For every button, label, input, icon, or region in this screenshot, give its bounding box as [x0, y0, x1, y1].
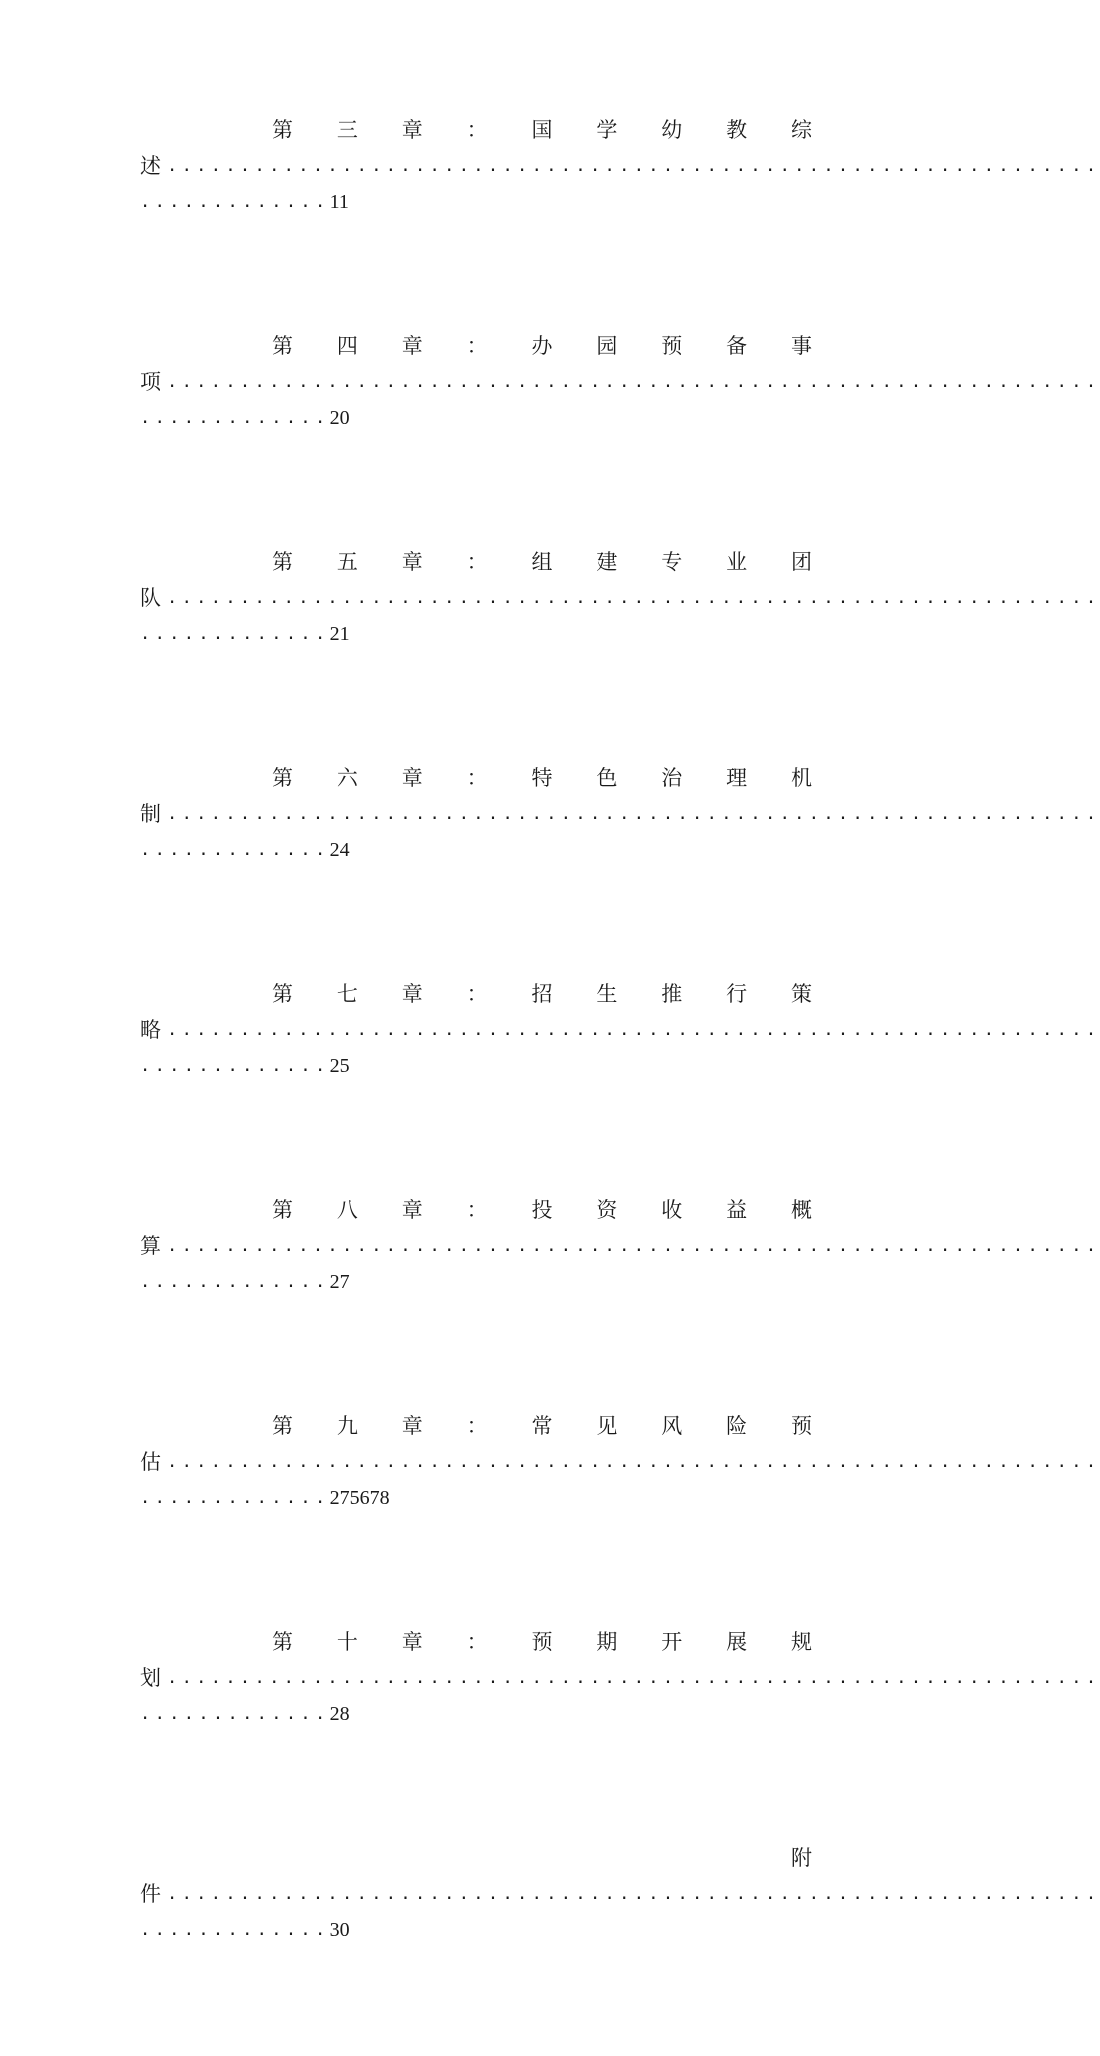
toc-entry-title	[272, 112, 812, 148]
toc-page-line	[140, 1912, 812, 1948]
toc-title-char: 团	[791, 550, 812, 574]
toc-dot-leader: ................................................................	[167, 156, 1100, 176]
toc-entry-title	[272, 328, 812, 364]
toc-title-char: 章	[401, 118, 423, 142]
toc-title-char: 六	[336, 766, 358, 790]
toc-title-char: 五	[336, 550, 358, 574]
toc-dot-leader-line	[140, 580, 1100, 616]
toc-title-char: 章	[401, 1414, 423, 1438]
toc-title-char: 险	[726, 1414, 748, 1438]
toc-title-last-char: 述	[140, 154, 161, 178]
toc-entry	[140, 760, 1100, 976]
toc-title-char: 业	[726, 550, 748, 574]
toc-title-last-char: 制	[140, 802, 161, 826]
toc-title-char: 规	[791, 1630, 812, 1654]
toc-dot-leader: ................................................................	[167, 804, 1100, 824]
toc-title-char: 建	[596, 550, 618, 574]
toc-title-last-char: 划	[140, 1666, 161, 1690]
toc-title-char: 第	[272, 982, 293, 1006]
toc-title-char: 风	[661, 1414, 683, 1438]
toc-title-char: ：	[466, 118, 488, 142]
toc-title-char: 幼	[661, 118, 683, 142]
toc-dot-leader-line	[140, 364, 1100, 400]
toc-page-line	[140, 184, 812, 220]
toc-title-char: 预	[531, 1630, 553, 1654]
toc-title-char: 备	[726, 334, 748, 358]
toc-title-char: 专	[661, 550, 683, 574]
toc-page-line	[140, 400, 812, 436]
toc-page-number: 27	[329, 1271, 350, 1293]
toc-dot-leader: .............	[140, 1704, 330, 1724]
toc-title-char: 第	[272, 1198, 293, 1222]
toc-page-line	[140, 1264, 812, 1300]
toc-title-char: 组	[531, 550, 553, 574]
toc-page-number: 11	[329, 191, 349, 213]
toc-title-char: ：	[466, 766, 488, 790]
toc-title-char: 第	[272, 334, 293, 358]
toc-title-char: 预	[661, 334, 683, 358]
toc-dot-leader: .............	[140, 1920, 330, 1940]
toc-title-char: 投	[531, 1198, 553, 1222]
toc-page-number: 20	[329, 407, 350, 429]
toc-dot-leader: .............	[140, 1272, 330, 1292]
toc-dot-leader: ................................................................	[167, 1020, 1100, 1040]
toc-title-char: 益	[726, 1198, 748, 1222]
toc-title-char: 预	[791, 1414, 812, 1438]
toc-title-char: 第	[272, 550, 293, 574]
toc-title-char: 收	[661, 1198, 683, 1222]
toc-title-char: 学	[596, 118, 618, 142]
toc-title-char: 策	[791, 982, 812, 1006]
toc-entry-title	[272, 976, 812, 1012]
toc-title-char: 特	[531, 766, 553, 790]
toc-title-char: ：	[466, 982, 488, 1006]
toc-dot-leader-line	[140, 148, 1100, 184]
toc-title-char: 十	[336, 1630, 358, 1654]
toc-dot-leader: .............	[140, 840, 330, 860]
toc-page-line	[140, 1696, 812, 1732]
toc-title-char: 机	[791, 766, 812, 790]
toc-title-char: 行	[726, 982, 748, 1006]
toc-title-char: 四	[336, 334, 358, 358]
toc-title-char: 推	[661, 982, 683, 1006]
toc-title-char: ：	[466, 1414, 488, 1438]
toc-entry	[140, 1624, 1100, 1840]
toc-title-char: 七	[336, 982, 358, 1006]
toc-page-number: 275678	[329, 1487, 390, 1509]
toc-entry-appendix	[140, 1840, 1100, 2056]
toc-page-line	[140, 1048, 812, 1084]
toc-title-char: 第	[272, 118, 293, 142]
toc-page-number: 24	[329, 839, 350, 861]
toc-title-char: 章	[401, 334, 423, 358]
toc-title-char: 办	[531, 334, 553, 358]
toc-title-char: 理	[726, 766, 748, 790]
toc-page-number: 30	[329, 1919, 350, 1941]
toc-title-char: 招	[531, 982, 553, 1006]
toc-title-last-char: 略	[140, 1018, 161, 1042]
toc-dot-leader: .............	[140, 408, 330, 428]
toc-entry-title	[272, 1192, 812, 1228]
toc-title-char: 园	[596, 334, 618, 358]
toc-title-char: ：	[466, 1198, 488, 1222]
toc-title-last-char: 估	[140, 1450, 161, 1474]
toc-title-char: 见	[596, 1414, 618, 1438]
toc-title-char: 展	[726, 1630, 748, 1654]
toc-dot-leader: ................................................................	[167, 1884, 1100, 1904]
toc-title-char: 章	[401, 1630, 423, 1654]
toc-page-number: 21	[329, 623, 350, 645]
toc-dot-leader-line	[140, 1876, 1100, 1912]
toc-title-char: ：	[466, 1630, 488, 1654]
toc-entry	[140, 112, 1100, 328]
toc-dot-leader-line	[140, 796, 1100, 832]
toc-title-char: 八	[336, 1198, 358, 1222]
toc-entry-title	[272, 760, 812, 796]
toc-title-char: 章	[401, 550, 423, 574]
toc-page-line	[140, 616, 812, 652]
toc-title-char: ：	[466, 550, 488, 574]
toc-title-char: 生	[596, 982, 618, 1006]
toc-dot-leader: .............	[140, 1488, 330, 1508]
toc-title-last-char: 队	[140, 586, 161, 610]
toc-dot-leader: .............	[140, 192, 330, 212]
toc-title-last-char: 项	[140, 370, 161, 394]
toc-dot-leader: .............	[140, 1056, 330, 1076]
toc-dot-leader: ................................................................	[167, 1236, 1100, 1256]
toc-dot-leader-line	[140, 1228, 1100, 1264]
toc-title-last-char: 件	[140, 1882, 161, 1906]
toc-page-number: 25	[329, 1055, 350, 1077]
toc-title-char: 资	[596, 1198, 618, 1222]
toc-entry	[140, 328, 1100, 544]
toc-entry	[140, 1408, 1100, 1624]
toc-entry	[140, 544, 1100, 760]
toc-title-char: 综	[791, 118, 812, 142]
toc-title-char: 九	[336, 1414, 358, 1438]
toc-dot-leader: ................................................................	[167, 1452, 1100, 1472]
toc-page-line	[140, 1480, 812, 1516]
toc-title-char: 事	[791, 334, 812, 358]
table-of-contents	[140, 112, 1100, 2056]
toc-title-char: 常	[531, 1414, 553, 1438]
toc-title-char: 教	[726, 118, 748, 142]
toc-title-char: 章	[401, 982, 423, 1006]
toc-title-last-char: 算	[140, 1234, 161, 1258]
toc-title-char: 开	[661, 1630, 683, 1654]
toc-title-char: ：	[466, 334, 488, 358]
toc-dot-leader-line	[140, 1660, 1100, 1696]
toc-title-char: 色	[596, 766, 618, 790]
toc-entry-title	[140, 1840, 812, 1876]
toc-title-char: 第	[272, 1630, 293, 1654]
toc-entry	[140, 976, 1100, 1192]
toc-title-char: 附	[791, 1846, 812, 1870]
toc-title-char: 概	[791, 1198, 812, 1222]
toc-page-line	[140, 832, 812, 868]
toc-title-char: 章	[401, 766, 423, 790]
toc-page-number: 28	[329, 1703, 350, 1725]
toc-entry-title	[272, 1624, 812, 1660]
toc-title-char: 章	[401, 1198, 423, 1222]
toc-dot-leader: ................................................................	[167, 372, 1100, 392]
toc-title-char: 三	[336, 118, 358, 142]
toc-entry-title	[272, 1408, 812, 1444]
toc-title-char: 第	[272, 1414, 293, 1438]
toc-dot-leader: ................................................................	[167, 1668, 1100, 1688]
toc-title-char: 国	[531, 118, 553, 142]
toc-title-char: 期	[596, 1630, 618, 1654]
toc-entry	[140, 1192, 1100, 1408]
toc-dot-leader: .............	[140, 624, 330, 644]
toc-title-char: 第	[272, 766, 293, 790]
toc-entry-title	[272, 544, 812, 580]
toc-dot-leader: ................................................................	[167, 588, 1100, 608]
toc-dot-leader-line	[140, 1444, 1100, 1480]
toc-title-char: 治	[661, 766, 683, 790]
toc-dot-leader-line	[140, 1012, 1100, 1048]
